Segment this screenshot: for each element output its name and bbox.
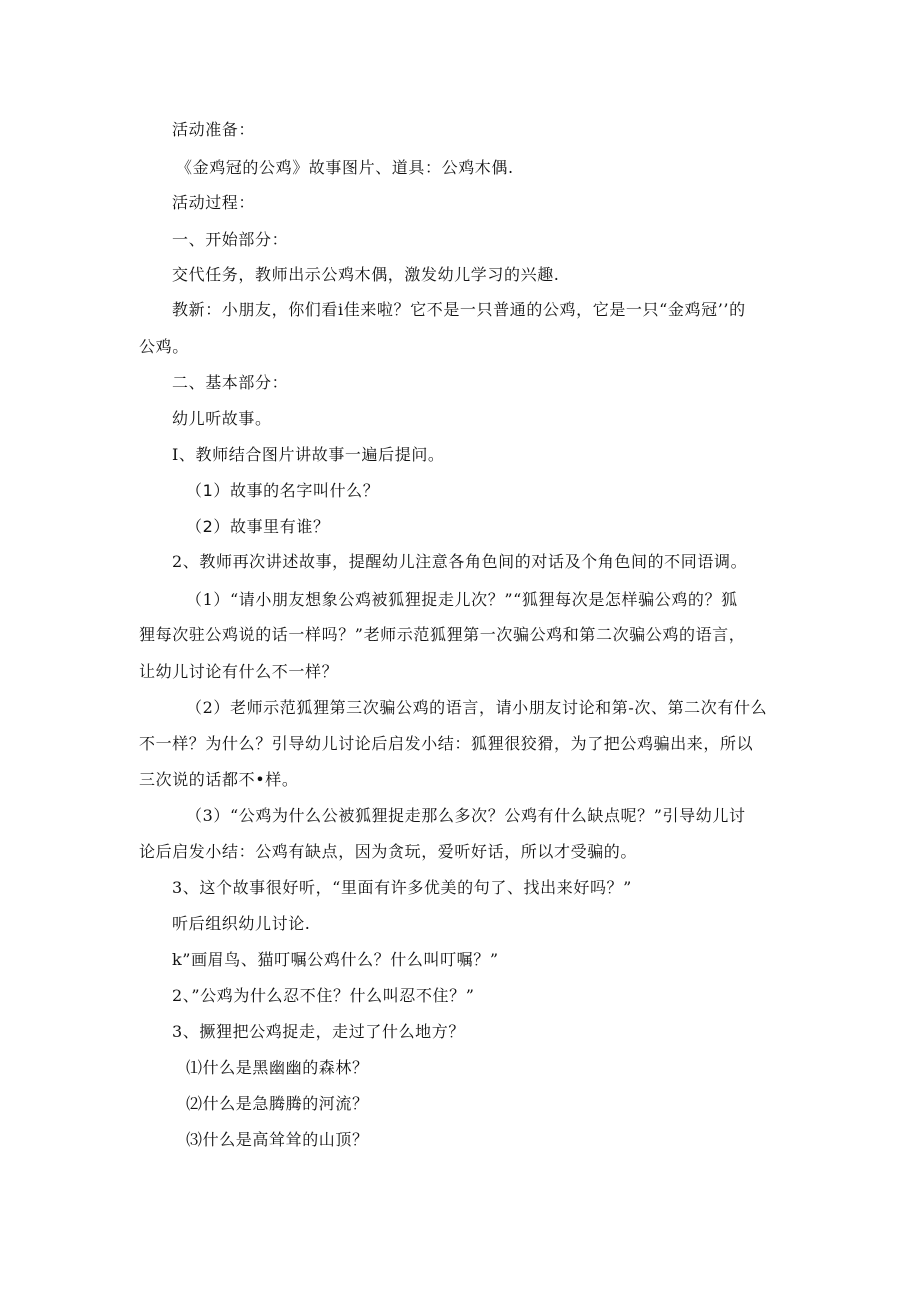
paragraph-listen-story: 幼儿听故事。 <box>172 409 272 428</box>
section-one-heading: 一、开始部分： <box>172 230 289 249</box>
paragraph-discussion: 听后组织幼儿讨论. <box>172 914 311 933</box>
preparation-materials: 《金鸡冠的公鸡》故事图片、道具：公鸡木偶. <box>176 158 514 177</box>
question-2-2-line2: 不一样？为什么？引导幼儿讨论后启发小结：狐狸很狡猾，为了把公鸡骗出来，所以 <box>139 734 754 753</box>
paragraph-task: 交代任务，教师出示公鸡木偶，激发幼儿学习的兴趣. <box>172 265 560 284</box>
question-2-3-line2: 论后启发小结：公鸡有缺点，因为贪玩，爱听好话，所以才受骗的。 <box>139 842 638 861</box>
question-2-1-line3: 让幼儿讨论有什么不一样？ <box>139 662 339 681</box>
heading-activity-process: 活动过程： <box>172 193 256 212</box>
question-2-3-line1: （3）“公鸡为什么公被狐狸捉走那么多次？公鸡有什么缺点呢？”引导幼儿讨 <box>186 806 746 825</box>
step-1: I、教师结合图片讲故事一遍后提问。 <box>172 445 445 464</box>
step-3: 3、这个故事很好听，“里面有许多优美的句了、找出来好吗？” <box>172 878 632 897</box>
discussion-item-1: k”画眉鸟、猫叮嘱公鸡什么？什么叫叮嘱？” <box>172 950 499 969</box>
question-2-2-line1: （2）老师示范狐狸第三次骗公鸡的语言，请小朋友讨论和第-次、第二次有什么 <box>186 698 768 717</box>
question-1-2: （2）故事里有谁？ <box>186 517 330 536</box>
place-question-1: ⑴什么是黑幽幽的森林？ <box>186 1058 369 1077</box>
discussion-item-3: 3、撅狸把公鸡捉走，走过了什么地方？ <box>172 1022 465 1041</box>
place-question-3: ⑶什么是高耸耸的山顶？ <box>186 1130 369 1149</box>
question-2-1-line1: （1）“请小朋友想象公鸡被狐狸捉走儿次？”“狐狸每次是怎样骗公鸡的？狐 <box>186 590 738 609</box>
paragraph-teacher-intro-line2: 公鸡。 <box>139 337 189 356</box>
step-2: 2、教师再次讲述故事，提醒幼儿注意各角色间的对话及个角色间的不同语调。 <box>172 552 748 571</box>
question-2-2-line3: 三次说的话都不•样。 <box>139 770 299 789</box>
section-two-heading: 二、基本部分： <box>172 373 289 392</box>
question-1-1: （1）故事的名字叫什么？ <box>186 481 380 500</box>
place-question-2: ⑵什么是急腾腾的河流？ <box>186 1094 369 1113</box>
heading-activity-preparation: 活动准备： <box>172 120 256 139</box>
discussion-item-2: 2、”公鸡为什么忍不住？什么叫忍不住？” <box>172 986 475 1005</box>
question-2-1-line2: 狸每次驻公鸡说的话一样吗？”老师示范狐狸第一次骗公鸡和第二次骗公鸡的语言， <box>139 625 746 644</box>
paragraph-teacher-intro-line1: 教新：小朋友，你们看i佳来啦？它不是一只普通的公鸡，它是一只“金鸡冠’’的 <box>172 300 746 319</box>
